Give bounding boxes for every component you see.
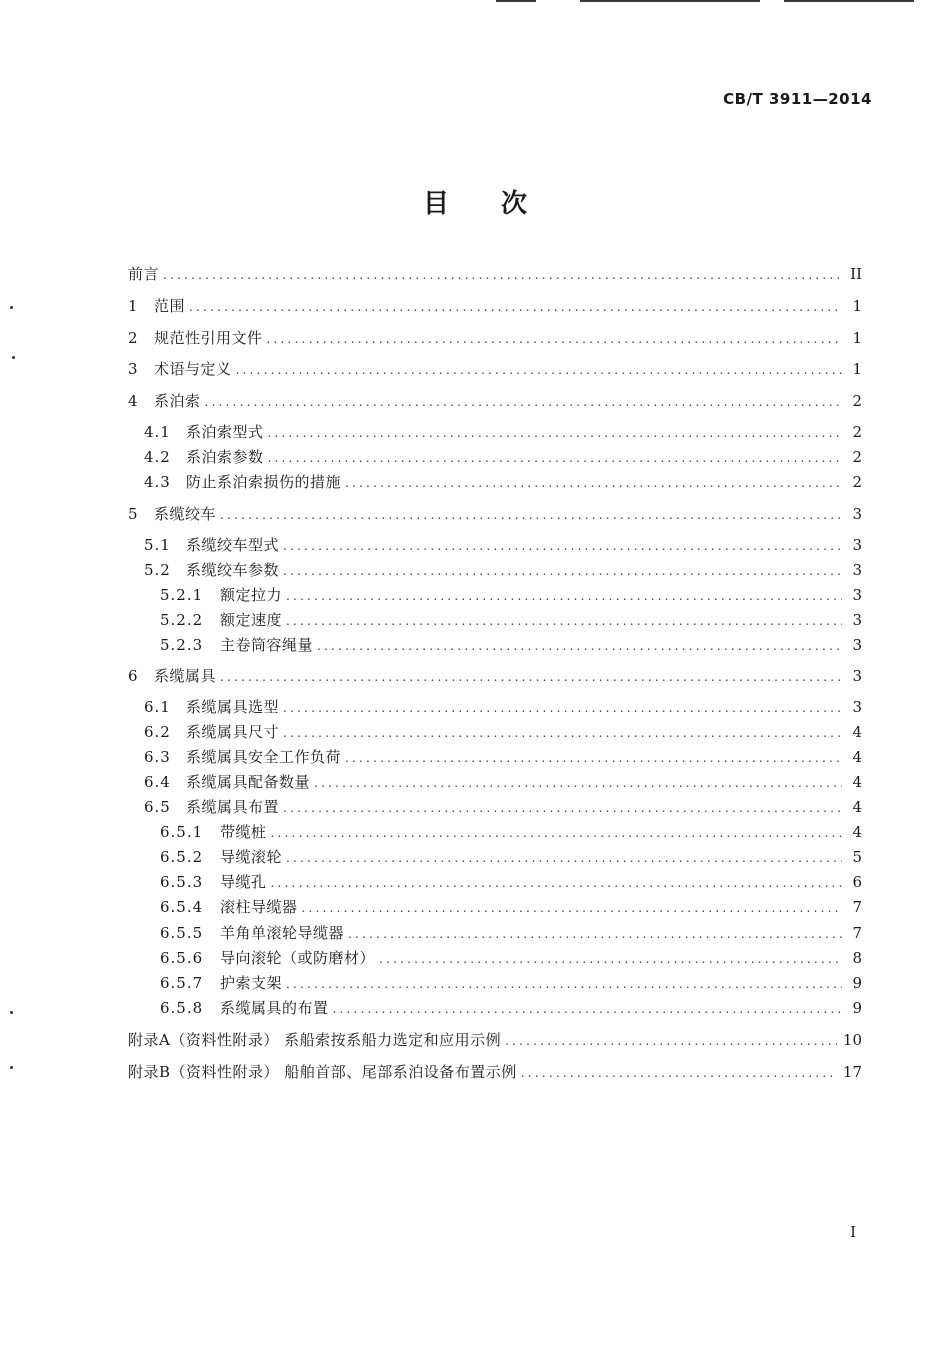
toc-entry-page: 9 <box>852 974 862 992</box>
toc-leader-dots <box>271 821 842 845</box>
toc-entry-page: 1 <box>852 297 862 315</box>
toc-leader-dots <box>317 634 842 658</box>
toc-entry-number: 6.5.8 <box>160 999 204 1017</box>
toc-entry[interactable] <box>160 946 862 970</box>
toc-entry-label: 系缆属具的布置 <box>220 999 329 1017</box>
toc-entry-label: 系缆属具安全工作负荷 <box>186 748 342 766</box>
toc-entry[interactable] <box>144 720 862 744</box>
toc-entry[interactable] <box>144 795 862 819</box>
toc-entry[interactable] <box>128 389 862 413</box>
toc-entry-label: 额定拉力 <box>220 586 283 604</box>
toc-entry-page: 4 <box>852 823 862 841</box>
toc-leader-dots <box>286 609 842 633</box>
toc-leader-dots <box>163 263 842 287</box>
toc-entry-label: 带缆桩 <box>220 823 267 841</box>
toc-leader-dots <box>205 390 842 414</box>
toc-entry-page: 3 <box>852 561 862 579</box>
toc-entry-label: 系泊索参数 <box>186 448 264 466</box>
toc-entry[interactable] <box>128 294 862 318</box>
toc-entry-label: 系缆绞车参数 <box>186 561 280 579</box>
toc-entry-label: 导缆滚轮 <box>220 848 283 866</box>
toc-entry-label: 附录B（资料性附录） 船舶首部、尾部系泊设备布置示例 <box>128 1063 517 1081</box>
toc-leader-dots <box>345 746 842 770</box>
toc-leader-dots <box>345 471 842 495</box>
toc-entry[interactable] <box>144 445 862 469</box>
toc-entry-page: 4 <box>852 798 862 816</box>
toc-entry[interactable] <box>128 326 862 350</box>
toc-entry-page: 2 <box>852 392 862 410</box>
toc-entry[interactable] <box>160 820 862 844</box>
toc-entry-number: 6.5.4 <box>160 898 204 916</box>
toc-leader-dots <box>286 972 842 996</box>
toc-leader-dots <box>267 327 842 351</box>
toc-entry[interactable] <box>144 533 862 557</box>
toc-entry-number: 6.5.6 <box>160 949 204 967</box>
toc-entry-number: 6.5.5 <box>160 924 204 942</box>
toc-entry[interactable] <box>160 895 862 919</box>
scan-speck <box>10 306 13 309</box>
toc-entry-label: 系缆绞车型式 <box>186 536 280 554</box>
toc-leader-dots <box>379 947 842 971</box>
toc-entry-label: 羊角单滚轮导缆器 <box>220 924 345 942</box>
toc-entry[interactable] <box>160 971 862 995</box>
toc-entry-number: 1 <box>128 297 139 315</box>
toc-leader-dots <box>283 721 842 745</box>
toc-entry-label: 系缆属具 <box>154 667 217 685</box>
toc-leader-dots <box>283 534 842 558</box>
toc-entry-number: 6.5.2 <box>160 848 204 866</box>
toc-entry-page: 1 <box>852 329 862 347</box>
toc-entry-label: 系缆属具布置 <box>186 798 280 816</box>
scan-speck <box>10 1066 13 1069</box>
toc-leader-dots <box>268 421 842 445</box>
toc-leader-dots <box>286 584 842 608</box>
toc-entry-label: 系缆绞车 <box>154 505 217 523</box>
toc-entry[interactable] <box>160 921 862 945</box>
scan-speck <box>12 356 15 359</box>
toc-entry-number: 5.2.2 <box>160 611 204 629</box>
toc-entry[interactable] <box>160 583 862 607</box>
toc-entry-number: 4.2 <box>144 448 171 466</box>
page-number: I <box>850 1223 856 1241</box>
toc-entry[interactable] <box>160 870 862 894</box>
toc-entry-number: 6.3 <box>144 748 171 766</box>
toc-entry-page: 9 <box>852 999 862 1017</box>
toc-entry-page: 3 <box>852 636 862 654</box>
toc-entry[interactable] <box>144 770 862 794</box>
toc-entry-page: 2 <box>852 473 862 491</box>
toc-leader-dots <box>505 1029 837 1053</box>
toc-entry-number: 6.4 <box>144 773 171 791</box>
toc-entry-label: 滚柱导缆器 <box>220 898 298 916</box>
toc-entry-number: 6.5.3 <box>160 873 204 891</box>
toc-leader-dots <box>283 796 842 820</box>
toc-entry-number: 6 <box>128 667 139 685</box>
toc-leader-dots <box>283 696 842 720</box>
toc-entry[interactable] <box>144 558 862 582</box>
toc-entry-label: 额定速度 <box>220 611 283 629</box>
standard-code: CB/T 3911—2014 <box>723 90 872 108</box>
toc-entry-label: 导向滚轮（或防磨材） <box>220 949 376 967</box>
toc-entry-page: 3 <box>852 586 862 604</box>
toc-entry-number: 3 <box>128 360 139 378</box>
toc-entry-page: 3 <box>852 536 862 554</box>
toc-entry-label: 规范性引用文件 <box>154 329 263 347</box>
toc-entry[interactable] <box>128 1060 862 1084</box>
toc-entry-page: 3 <box>852 698 862 716</box>
toc-entry[interactable] <box>128 262 862 286</box>
toc-leader-dots <box>268 446 842 470</box>
toc-entry-page: 6 <box>852 873 862 891</box>
toc-entry[interactable] <box>128 357 862 381</box>
toc-entry-label: 附录A（资料性附录） 系船索按系船力选定和应用示例 <box>128 1031 502 1049</box>
toc-entry-page: 7 <box>852 924 862 942</box>
toc-entry-page: 4 <box>852 723 862 741</box>
toc-entry-page: 3 <box>852 505 862 523</box>
toc-entry-label: 防止系泊索损伤的措施 <box>186 473 342 491</box>
toc-entry-page: 10 <box>842 1031 862 1049</box>
toc-entry-page: 3 <box>852 611 862 629</box>
toc-leader-dots <box>521 1061 837 1085</box>
toc-leader-dots <box>333 997 842 1021</box>
scan-mark <box>784 0 914 2</box>
scan-mark <box>496 0 536 2</box>
toc-entry-page: 4 <box>852 748 862 766</box>
toc-entry[interactable] <box>160 845 862 869</box>
toc-entry-label: 术语与定义 <box>154 360 232 378</box>
toc-entry-number: 6.5 <box>144 798 171 816</box>
scan-speck <box>10 1011 13 1014</box>
toc-leader-dots <box>236 358 842 382</box>
toc-entry-label: 系缆属具选型 <box>186 698 280 716</box>
toc-entry-number: 6.5.1 <box>160 823 204 841</box>
toc-entry-label: 系泊索型式 <box>186 423 264 441</box>
toc-entry[interactable] <box>128 664 862 688</box>
toc-entry-number: 6.2 <box>144 723 171 741</box>
toc-leader-dots <box>286 846 842 870</box>
toc-entry-number: 6.5.7 <box>160 974 204 992</box>
toc-entry-label: 前言 <box>128 265 160 283</box>
toc-entry-number: 6.1 <box>144 698 171 716</box>
toc-entry[interactable] <box>144 470 862 494</box>
toc-entry[interactable] <box>160 996 862 1020</box>
toc-entry-number: 5.1 <box>144 536 171 554</box>
toc-entry-number: 4 <box>128 392 139 410</box>
toc-leader-dots <box>220 665 842 689</box>
toc-leader-dots <box>271 871 842 895</box>
toc-entry-page: 17 <box>842 1063 862 1081</box>
toc-entry-page: 4 <box>852 773 862 791</box>
toc-leader-dots <box>348 922 842 946</box>
toc-entry-number: 2 <box>128 329 139 347</box>
toc-entry[interactable] <box>144 695 862 719</box>
toc-entry-page: 7 <box>852 898 862 916</box>
toc-entry[interactable] <box>160 608 862 632</box>
toc-entry-label: 系缆属具尺寸 <box>186 723 280 741</box>
toc-entry-label: 系缆属具配备数量 <box>186 773 311 791</box>
toc-entry[interactable] <box>128 1028 862 1052</box>
page-title: 目次 <box>422 189 579 219</box>
toc-entry-page: 2 <box>852 448 862 466</box>
scan-mark <box>580 0 760 2</box>
toc-entry-label: 主卷筒容绳量 <box>220 636 314 654</box>
toc-entry-label: 系泊索 <box>154 392 201 410</box>
toc-entry-label: 导缆孔 <box>220 873 267 891</box>
toc-leader-dots <box>189 295 842 319</box>
toc-leader-dots <box>314 771 842 795</box>
toc-leader-dots <box>283 559 842 583</box>
toc-entry-number: 5.2 <box>144 561 171 579</box>
toc-entry-page: 2 <box>852 423 862 441</box>
toc-leader-dots <box>302 896 842 920</box>
toc-entry-number: 5.2.3 <box>160 636 204 654</box>
toc-entry[interactable] <box>144 745 862 769</box>
toc-entry-page: 1 <box>852 360 862 378</box>
toc-leader-dots <box>220 503 842 527</box>
toc-entry[interactable] <box>160 633 862 657</box>
toc-entry-label: 护索支架 <box>220 974 283 992</box>
toc-entry-number: 5 <box>128 505 139 523</box>
toc-entry-number: 5.2.1 <box>160 586 204 604</box>
toc-entry-page: II <box>850 265 862 283</box>
toc-entry[interactable] <box>144 420 862 444</box>
toc-entry-label: 范围 <box>154 297 186 315</box>
toc-entry-page: 5 <box>852 848 862 866</box>
toc-entry[interactable] <box>128 502 862 526</box>
toc-entry-page: 3 <box>852 667 862 685</box>
toc-entry-page: 8 <box>852 949 862 967</box>
toc-entry-number: 4.3 <box>144 473 171 491</box>
toc-entry-number: 4.1 <box>144 423 171 441</box>
